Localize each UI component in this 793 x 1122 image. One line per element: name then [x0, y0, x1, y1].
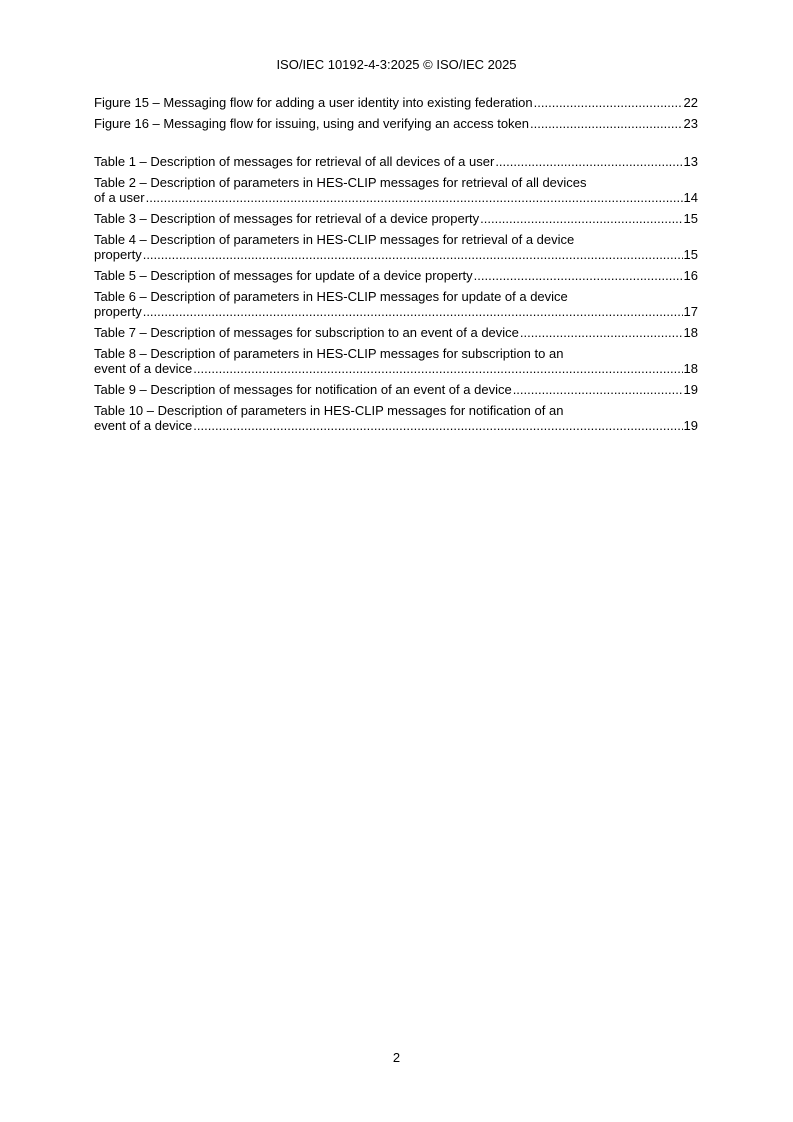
toc-entry-table-7[interactable] [94, 325, 698, 340]
toc-entry-table-10[interactable] [94, 403, 698, 433]
toc-entry-page: 19 [683, 382, 698, 397]
dot-leader [530, 116, 683, 131]
page-number: 2 [392, 1050, 401, 1065]
toc-entry-table-6[interactable] [94, 289, 698, 319]
toc-entry-page: 19 [683, 418, 698, 433]
toc-entry-table-3[interactable] [94, 211, 698, 226]
dot-leader [193, 361, 682, 376]
dot-leader [143, 304, 683, 319]
toc-entry-table-8[interactable] [94, 346, 698, 376]
toc-entry-page: 15 [683, 247, 698, 262]
toc-entry-text-line-2: event of a device [94, 361, 193, 376]
toc-entry-page: 18 [683, 325, 698, 340]
toc-entry-table-2[interactable] [94, 175, 698, 205]
toc-entry-text-line-2: property [94, 304, 142, 319]
toc-entry-page: 15 [683, 211, 698, 226]
toc-entry-text: Table 1 – Description of messages for retrieval of all devices of a user [94, 154, 495, 169]
dot-leader [146, 190, 683, 205]
toc-entry-table-4[interactable] [94, 232, 698, 262]
toc-entry-table-1[interactable] [94, 154, 698, 169]
toc-entry-page: 16 [683, 268, 698, 283]
dot-leader [534, 95, 683, 110]
toc-entry-table-9[interactable] [94, 382, 698, 397]
dot-leader [513, 382, 683, 397]
toc-entry-page: 18 [683, 361, 698, 376]
toc-entry-page: 23 [683, 116, 698, 131]
toc-entry-text-line-1: Table 10 – Description of parameters in HES-CLIP messages for notification of an [94, 403, 564, 418]
page-header: ISO/IEC 10192-4-3:2025 © ISO/IEC 2025 [276, 57, 517, 72]
toc-entry-page: 14 [683, 190, 698, 205]
toc-entry-text-line-1: Table 6 – Description of parameters in HES-CLIP messages for update of a device [94, 289, 568, 304]
toc-entry-text: Figure 16 – Messaging flow for issuing, using and verifying an access token [94, 116, 530, 131]
dot-leader [480, 211, 682, 226]
toc-entry-page: 22 [683, 95, 698, 110]
toc-entry-text: Table 3 – Description of messages for retrieval of a device property [94, 211, 480, 226]
dot-leader [495, 154, 682, 169]
toc-entry-text-line-1: Table 8 – Description of parameters in HES-CLIP messages for subscription to an [94, 346, 564, 361]
toc-entry-text: Table 7 – Description of messages for subscription to an event of a device [94, 325, 519, 340]
toc-entry-page: 17 [683, 304, 698, 319]
toc-entry-text-line-2: event of a device [94, 418, 193, 433]
dot-leader [143, 247, 683, 262]
toc-entry-table-5[interactable] [94, 268, 698, 283]
dot-leader [520, 325, 683, 340]
toc-entry-text: Table 5 – Description of messages for update of a device property [94, 268, 473, 283]
dot-leader [193, 418, 682, 433]
toc-list [94, 95, 698, 439]
toc-entry-figure-16[interactable] [94, 116, 698, 131]
toc-entry-figure-15[interactable] [94, 95, 698, 110]
toc-entry-text-line-2: property [94, 247, 142, 262]
toc-entry-text: Table 9 – Description of messages for notification of an event of a device [94, 382, 512, 397]
dot-leader [474, 268, 683, 283]
toc-entry-text: Figure 15 – Messaging flow for adding a user identity into existing federation [94, 95, 533, 110]
toc-entry-text-line-2: of a user [94, 190, 145, 205]
section-gap [94, 137, 698, 154]
toc-entry-page: 13 [683, 154, 698, 169]
toc-entry-text-line-1: Table 4 – Description of parameters in HES-CLIP messages for retrieval of a device [94, 232, 575, 247]
toc-entry-text-line-1: Table 2 – Description of parameters in HES-CLIP messages for retrieval of all devices [94, 175, 587, 190]
